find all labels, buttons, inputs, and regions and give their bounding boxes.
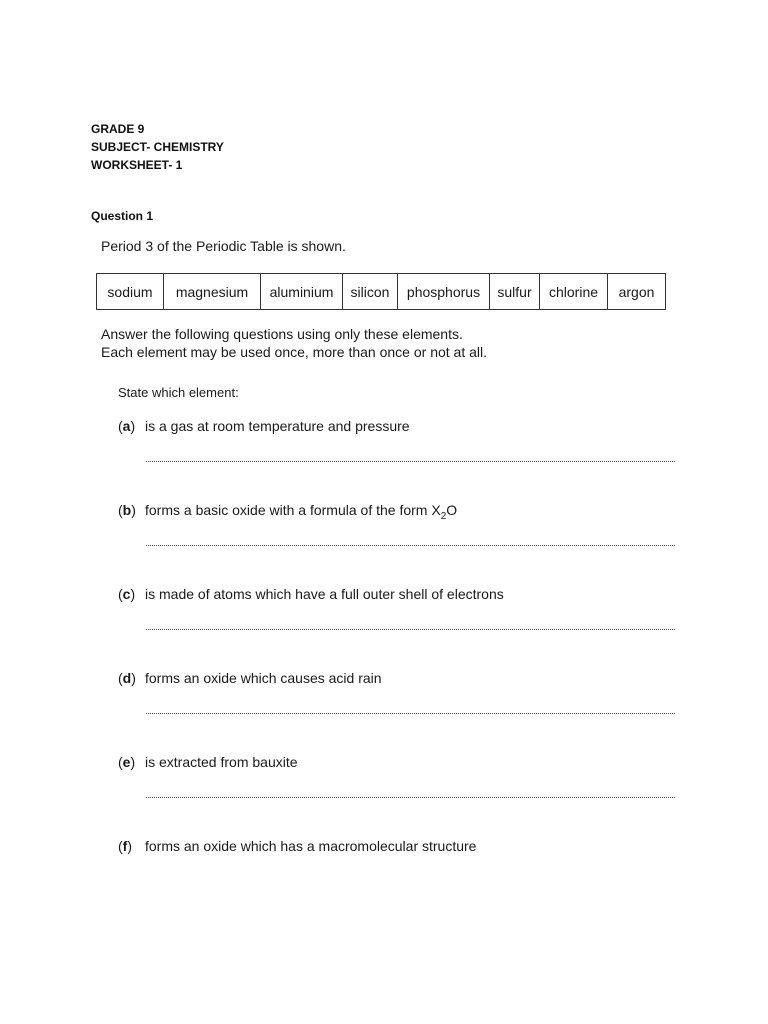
part-text: forms an oxide which has a macromolecular structure: [145, 838, 477, 854]
answer-line-a[interactable]: [146, 461, 675, 462]
part-d: [118, 670, 382, 687]
part-c: [118, 586, 504, 603]
element-cell: argon: [608, 274, 666, 310]
part-text: is extracted from bauxite: [145, 754, 298, 770]
instruction-line-2: Each element may be used once, more than once or not at all.: [101, 344, 488, 360]
part-f: [118, 838, 476, 855]
element-cell: aluminium: [261, 274, 343, 310]
question-title: Question 1: [91, 209, 154, 223]
part-label: (e): [118, 754, 136, 770]
element-cell: chlorine: [540, 274, 608, 310]
answer-line-b[interactable]: [146, 545, 675, 546]
part-a: [118, 418, 410, 435]
part-e: [118, 754, 298, 771]
part-label: (c): [118, 586, 136, 602]
question-intro: Period 3 of the Periodic Table is shown.: [101, 238, 346, 254]
element-cell: sodium: [97, 274, 164, 310]
element-cell: sulfur: [490, 274, 540, 310]
part-text: forms an oxide which causes acid rain: [145, 670, 382, 686]
part-label: (f): [118, 838, 133, 854]
part-label: (a): [118, 418, 136, 434]
part-label: (d): [118, 670, 136, 686]
worksheet-heading: WORKSHEET- 1: [91, 158, 183, 172]
answer-line-d[interactable]: [146, 713, 675, 714]
period-3-row: [97, 274, 666, 310]
element-cell: silicon: [343, 274, 398, 310]
period-3-table: [96, 273, 666, 310]
part-b: [118, 502, 458, 522]
part-label: (b): [118, 502, 136, 518]
subject-heading: SUBJECT- CHEMISTRY: [91, 140, 224, 154]
element-cell: phosphorus: [398, 274, 490, 310]
part-text: is made of atoms which have a full outer shell of electrons: [145, 586, 504, 602]
part-text: is a gas at room temperature and pressure: [145, 418, 410, 434]
instruction-line-1: Answer the following questions using only these elements.: [101, 326, 463, 342]
part-text: forms a basic oxide with a formula of the form $X_2O$: [145, 502, 458, 522]
grade-heading: GRADE 9: [91, 122, 145, 136]
question-prompt: State which element:: [118, 385, 239, 400]
answer-line-c[interactable]: [146, 629, 675, 630]
answer-line-e[interactable]: [146, 797, 675, 798]
element-cell: magnesium: [164, 274, 261, 310]
